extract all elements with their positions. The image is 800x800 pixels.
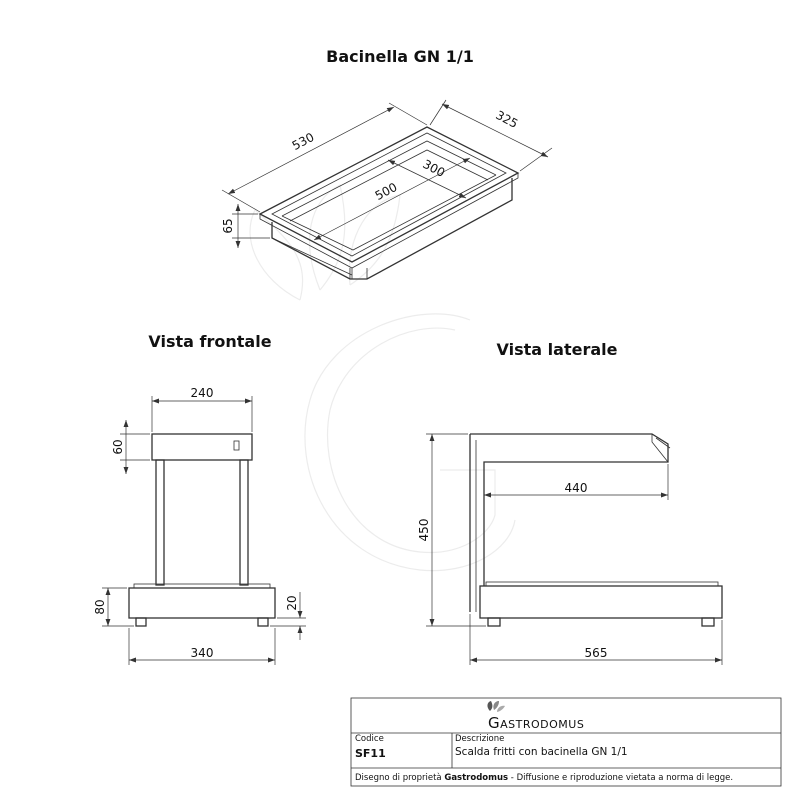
tray-dimensions: [221, 100, 552, 248]
watermark-logo: [250, 185, 515, 571]
code-label: Codice: [355, 734, 384, 744]
title-block: [351, 698, 781, 786]
dim-tray-inner-width: 300: [420, 156, 448, 181]
description-value: Scalda fritti con bacinella GN 1/1: [455, 746, 628, 758]
brand-logo-icon: [487, 701, 505, 712]
dim-front-top-width: 240: [190, 386, 214, 400]
dim-front-top-height: 60: [111, 439, 125, 455]
dim-front-base-height: 80: [93, 599, 107, 615]
front-view-drawing: [129, 434, 275, 626]
dim-tray-inner-length: 500: [372, 179, 400, 204]
brand-name: Gastrodomus: [488, 714, 585, 732]
dim-side-height: 450: [417, 518, 431, 542]
front-view-dimensions: [93, 386, 306, 665]
dim-tray-height: 65: [221, 218, 235, 234]
description-label: Descrizione: [455, 734, 505, 744]
dim-side-depth-base: 565: [584, 646, 608, 660]
side-view-dimensions: [417, 434, 722, 665]
dim-front-foot-height: 20: [285, 595, 299, 611]
front-view-title: Vista frontale: [148, 332, 272, 351]
side-view-drawing: [470, 434, 722, 626]
dim-tray-width: 325: [493, 107, 521, 132]
side-view-title: Vista laterale: [496, 340, 618, 359]
dim-tray-length: 530: [289, 129, 317, 154]
ownership-note: Disegno di proprietà Gastrodomus - Diffusione e riproduzione vietata a norma di legge.: [355, 773, 734, 783]
dim-side-depth-top: 440: [564, 481, 588, 495]
code-value: SF11: [355, 747, 386, 760]
dim-front-base-width: 340: [190, 646, 214, 660]
tray-title: Bacinella GN 1/1: [326, 47, 474, 66]
